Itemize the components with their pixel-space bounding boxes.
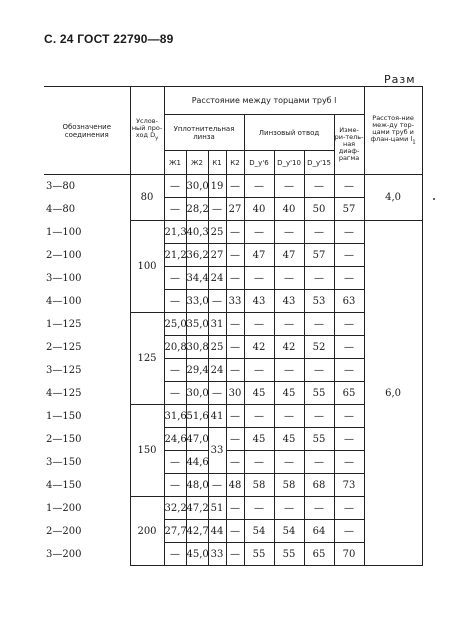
header-meas-diaphragm (334, 115, 364, 175)
table-cell: 48,0 (186, 474, 208, 497)
table-cell: 19 (208, 175, 226, 198)
table-cell: 45 (274, 428, 304, 451)
table-cell: — (226, 428, 244, 451)
row-designation: 4—125 (44, 382, 130, 405)
table-cell: — (164, 451, 186, 474)
table-cell: 50 (304, 198, 334, 221)
row-designation: 3—150 (44, 451, 130, 474)
table-cell: 54 (274, 520, 304, 543)
table-cell: 45 (244, 382, 274, 405)
table-cell: — (334, 221, 364, 244)
table-cell: — (274, 267, 304, 290)
table-cell: 33 (208, 428, 226, 474)
nominal-diameter: 80 (130, 175, 164, 221)
table-cell: — (334, 520, 364, 543)
table-cell: 24,6 (164, 428, 186, 451)
table-cell: — (334, 497, 364, 520)
table-cell: — (244, 359, 274, 382)
table-cell: 42 (274, 336, 304, 359)
table-cell: 45,0 (186, 543, 208, 566)
table-cell: 31,6 (164, 405, 186, 428)
table-cell: — (334, 244, 364, 267)
row-designation: 4—80 (44, 198, 130, 221)
table-cell: — (304, 313, 334, 336)
table-cell: 53 (304, 290, 334, 313)
table-cell: — (244, 405, 274, 428)
row-designation: 1—150 (44, 405, 130, 428)
header-distance-flanges-sub: 1 (412, 139, 416, 146)
row-designation: 4—100 (44, 290, 130, 313)
table-cell: 27 (208, 244, 226, 267)
table-cell: 25,0 (164, 313, 186, 336)
table-cell: 45 (244, 428, 274, 451)
table-cell: 65 (334, 382, 364, 405)
flange-distance: 4,0 (364, 175, 422, 221)
table-cell: — (334, 313, 364, 336)
header-designation-text: Обозначение соединения (62, 122, 112, 139)
table-cell: 21,3 (164, 221, 186, 244)
row-designation: 3—80 (44, 175, 130, 198)
table-cell: — (226, 543, 244, 566)
table-cell: 55 (274, 543, 304, 566)
table-cell: 47 (244, 244, 274, 267)
row-designation: 1—200 (44, 497, 130, 520)
header-nominal (130, 87, 164, 175)
table-cell: — (334, 175, 364, 198)
table-cell: 24 (208, 359, 226, 382)
header-sub-dy6 (244, 151, 274, 175)
header-seal-lens-text: Уплотнительная линза (173, 124, 235, 141)
spec-table (44, 86, 423, 566)
header-sub-k1-text: К1 (212, 158, 222, 167)
header-lens-bend (244, 115, 334, 151)
table-cell: — (164, 290, 186, 313)
table-cell: — (334, 336, 364, 359)
header-nominal-sub: у (155, 135, 159, 142)
header-sub-dy10-text: D_y'10 (277, 158, 301, 167)
header-sub-zh1-text: Ж1 (169, 158, 181, 167)
table-cell: 25 (208, 336, 226, 359)
row-designation: 3—100 (44, 267, 130, 290)
table-cell: 45 (274, 382, 304, 405)
table-cell: — (274, 221, 304, 244)
row-designation: 3—200 (44, 543, 130, 566)
header-distance-group-text: Расстояние между торцами труб l (191, 96, 337, 105)
table-row (44, 221, 422, 244)
table-cell: — (164, 382, 186, 405)
row-designation: 4—150 (44, 474, 130, 497)
table-cell: 30 (226, 382, 244, 405)
table-cell: 21,2 (164, 244, 186, 267)
table-cell: — (226, 359, 244, 382)
table-cell: — (244, 497, 274, 520)
table-cell: 30,0 (186, 382, 208, 405)
table-cell: — (226, 497, 244, 520)
table-cell: — (304, 451, 334, 474)
table-cell: — (304, 175, 334, 198)
table-cell: — (244, 451, 274, 474)
table-cell: — (274, 359, 304, 382)
header-distance-group (164, 87, 364, 115)
table-cell: — (274, 451, 304, 474)
table-cell: 55 (304, 382, 334, 405)
table-cell: 58 (274, 474, 304, 497)
table-cell: 33 (226, 290, 244, 313)
table-cell: 29,4 (186, 359, 208, 382)
table-cell: 42,7 (186, 520, 208, 543)
header-distance-flanges-text: Расстоя-ние меж-ду тор-цами труб и флан-цами l (370, 113, 414, 143)
table-cell: 41 (208, 405, 226, 428)
table-cell: — (226, 267, 244, 290)
table-cell: — (274, 497, 304, 520)
table-cell: — (244, 175, 274, 198)
header-sub-dy15-text: D_y'15 (307, 158, 331, 167)
table-cell: — (208, 290, 226, 313)
header-sub-dy15 (304, 151, 334, 175)
table-cell: — (334, 267, 364, 290)
nominal-diameter: 200 (130, 497, 164, 566)
table-cell: — (226, 520, 244, 543)
table-cell: 47,0 (186, 428, 208, 451)
table-cell: 20,8 (164, 336, 186, 359)
table-cell: 63 (334, 290, 364, 313)
table-cell: — (334, 428, 364, 451)
table-cell: — (274, 405, 304, 428)
nominal-diameter: 125 (130, 313, 164, 405)
row-designation: 2—150 (44, 428, 130, 451)
table-cell: — (226, 313, 244, 336)
table-cell: 44,6 (186, 451, 208, 474)
table-cell: 55 (244, 543, 274, 566)
table-cell: 44 (208, 520, 226, 543)
header-lens-bend-text: Линзовый отвод (258, 128, 320, 137)
row-designation: 1—100 (44, 221, 130, 244)
table-cell: — (244, 267, 274, 290)
table-cell: 32,2 (164, 497, 186, 520)
header-sub-k2-text: К2 (230, 158, 240, 167)
table-cell: 27 (226, 198, 244, 221)
row-designation: 2—100 (44, 244, 130, 267)
table-cell: — (164, 198, 186, 221)
header-sub-k2 (226, 151, 244, 175)
header-meas-diaphragm-text: Изме-ри-тель-ная диаф-рагма (334, 126, 364, 162)
table-cell: 30,0 (186, 175, 208, 198)
header-seal-lens (164, 115, 244, 151)
table-cell: 52 (304, 336, 334, 359)
table-cell: — (226, 244, 244, 267)
table-cell: 73 (334, 474, 364, 497)
table-cell: — (164, 175, 186, 198)
table-cell: 51,6 (186, 405, 208, 428)
table-cell: 57 (304, 244, 334, 267)
table-cell: — (244, 313, 274, 336)
table-cell: 70 (334, 543, 364, 566)
row-designation: 1—125 (44, 313, 130, 336)
table-cell: 58 (244, 474, 274, 497)
table-cell: 35,0 (186, 313, 208, 336)
table-cell: — (304, 221, 334, 244)
table-cell: — (304, 405, 334, 428)
table-cell: 47,2 (186, 497, 208, 520)
table-cell: — (226, 405, 244, 428)
table-cell: 36,2 (186, 244, 208, 267)
table-cell: 24 (208, 267, 226, 290)
table-cell: 64 (304, 520, 334, 543)
table-cell: — (164, 267, 186, 290)
header-sub-zh1 (164, 151, 186, 175)
table-cell: — (208, 474, 226, 497)
row-designation: 2—200 (44, 520, 130, 543)
table-cell: 55 (304, 428, 334, 451)
row-designation: 3—125 (44, 359, 130, 382)
header-sub-k1 (208, 151, 226, 175)
table-cell: — (208, 198, 226, 221)
table-cell: — (334, 359, 364, 382)
table-cell: — (304, 497, 334, 520)
header-sub-zh2-text: Ж2 (191, 158, 203, 167)
header-sub-dy10 (274, 151, 304, 175)
table-cell: — (334, 405, 364, 428)
table-cell: 68 (304, 474, 334, 497)
table-row (44, 175, 422, 198)
header-nominal-text: Услов-ный про-ход D (131, 117, 163, 140)
table-cell: 33 (208, 543, 226, 566)
table-cell: 57 (334, 198, 364, 221)
table-cell: — (274, 175, 304, 198)
table-cell: — (226, 221, 244, 244)
table-cell: — (244, 221, 274, 244)
header-distance-flanges (364, 87, 422, 175)
table-cell: 40 (274, 198, 304, 221)
nominal-diameter: 100 (130, 221, 164, 313)
table-cell: 33,0 (186, 290, 208, 313)
header-designation (44, 87, 130, 175)
table-cell: — (226, 336, 244, 359)
row-designation: 2—125 (44, 336, 130, 359)
table-cell: 25 (208, 221, 226, 244)
table-cell: — (304, 359, 334, 382)
flange-distance: 6,0 (364, 221, 422, 566)
header-sub-zh2 (186, 151, 208, 175)
page-label: Разм (384, 73, 416, 86)
table-cell: 40 (244, 198, 274, 221)
table-cell: — (334, 451, 364, 474)
table-cell: 42 (244, 336, 274, 359)
table-cell: 30,8 (186, 336, 208, 359)
table-cell: — (304, 267, 334, 290)
table-cell: 47 (274, 244, 304, 267)
table-cell: — (226, 175, 244, 198)
table-cell: — (164, 359, 186, 382)
table-cell: 31 (208, 313, 226, 336)
table-cell: 43 (244, 290, 274, 313)
table-cell: — (164, 474, 186, 497)
header-sub-dy6-text: D_y'6 (249, 158, 269, 167)
table-cell: 27,7 (164, 520, 186, 543)
table-cell: 51 (208, 497, 226, 520)
table-cell: 43 (274, 290, 304, 313)
table-cell: — (164, 543, 186, 566)
table-cell: 40,3 (186, 221, 208, 244)
table-cell: 65 (304, 543, 334, 566)
table-cell: 34,4 (186, 267, 208, 290)
nominal-diameter: 150 (130, 405, 164, 497)
table-cell: — (208, 382, 226, 405)
scan-dot (433, 198, 435, 200)
table-cell: — (226, 451, 244, 474)
table-cell: 48 (226, 474, 244, 497)
table-cell: 54 (244, 520, 274, 543)
table-cell: 28,2 (186, 198, 208, 221)
table-cell: — (274, 313, 304, 336)
page-header: С. 24 ГОСТ 22790—89 (44, 32, 174, 46)
